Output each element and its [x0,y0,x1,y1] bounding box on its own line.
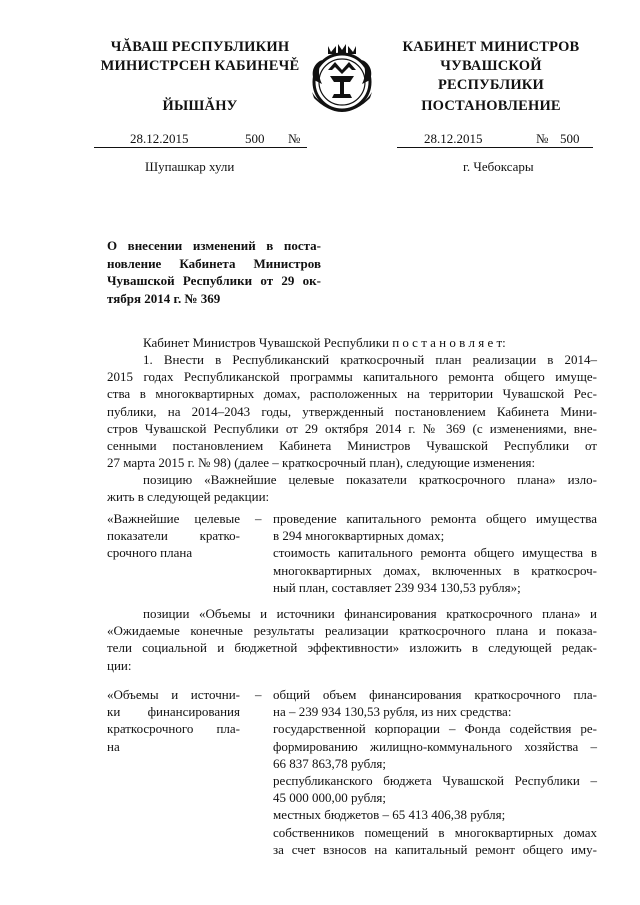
pos1-label-line: показатели кратко- [107,528,240,544]
title-line: О внесении изменений в поста- [107,238,321,253]
intro-line: Кабинет Министров Чувашской Республики п о с т а н о в л я е т: [143,335,506,350]
right-date: 28.12.2015 [424,131,483,146]
document-title [107,237,321,307]
pos2-label-line: «Объемы и источни- [107,687,240,702]
header-right-line2: ЧУВАШСКОЙ РЕСПУБЛИКИ [437,58,545,93]
header-right-org [388,38,594,95]
pos2-text-line: на – 239 934 130,53 рубля, из них средства: [273,704,512,720]
para3-line: тели социальной и бюджетной эффективности» изложить в следующей редак- [107,640,597,656]
header-left-doc-type: ЙЫШĂНУ [162,98,238,114]
right-city: г. Чебоксары [463,159,534,174]
left-date: 28.12.2015 [130,131,189,146]
paragraph-3 [107,605,597,674]
para1-line: 27 марта 2015 г. № 98) (далее – краткосрочный план), следующие изменения: [107,455,536,471]
pos1-text-line: ный план, составляет 239 934 130,53 рубля»; [273,579,521,595]
pos2-text-line: 66 837 863,78 рубля; [273,755,387,771]
header-right-line1: КАБИНЕТ МИНИСТРОВ [402,39,580,55]
para1-line: 1. Внести в Республиканский краткосрочный план реализации в 2014– [143,352,597,367]
pos1-text-line: проведение капитального ремонта общего имущества [273,511,597,526]
para3-line: «Ожидаемые конечные результаты реализации краткосрочного плана и показа- [107,623,597,639]
pos2-text-line: собственников помещений в многоквартирных домах [273,824,597,840]
title-line: новление Кабинета Министров [107,255,321,271]
pos2-label-line: ки финансирования [107,704,240,720]
right-number-sign: № [536,131,549,146]
title-line: Чувашской Республики от 29 ок- [107,273,321,288]
para1-line: публики, на 2014–2043 годы, утвержденный постановлением Кабинета Мини- [107,403,597,419]
pos2-text-line: государственной корпорации – Фонда содействия ре- [273,721,597,737]
para3-line: ции: [107,657,132,673]
header-left-line1: ЧĂВАШ РЕСПУБЛИКИН [110,39,290,55]
pos1-text-line: стоимость капитального ремонта общего имущества в [273,545,597,561]
position-2-text [273,686,597,858]
pos2-text-line: местных бюджетов – 65 413 406,38 рубля; [273,807,506,823]
position-1-label [107,510,240,562]
title-line: тября 2014 г. № 369 [107,290,221,306]
pos2-text-line: общий объем финансирования краткосрочного пла- [273,687,597,702]
chuvashia-emblem [300,40,384,116]
header-left-org [95,38,305,76]
position-1-text [273,510,597,596]
pos2-label-line: на [107,738,120,754]
pos1-text-line: многоквартирных домах, включенных в краткосроч- [273,562,597,578]
para1-line: 2015 годах Республиканской программы капитального ремонта общего имуще- [107,369,597,385]
pos1-label-line: срочного плана [107,545,193,561]
para3-line: позиции «Объемы и источники финансирования краткосрочного плана» и [143,606,597,621]
left-date-underline [94,133,307,148]
pos2-text-line: формированию жилищно-коммунального хозяйства – [273,738,597,754]
pos1-text-line: в 294 многоквартирных домах; [273,528,445,544]
position-2-label [107,686,240,755]
header-left-line2: МИНИСТРСЕН КАБИНЕЧĚ [100,58,300,74]
position-1-dash: – [255,511,262,526]
left-city: Шупашкар хули [145,159,235,174]
pos2-text-line: республиканского бюджета Чувашской Республики – [273,773,597,789]
header-right-doc-type: ПОСТАНОВЛЕНИЕ [421,98,561,114]
right-number: 500 [560,131,580,146]
paragraph-2 [107,471,597,505]
pos2-label-line: краткосрочного пла- [107,721,240,737]
pos2-text-line: 45 000 000,00 рубля; [273,790,387,806]
paragraph-1 [107,351,597,471]
position-2-dash: – [255,687,262,702]
pos1-label-line: «Важнейшие целевые [107,511,240,526]
para1-line: стров Чувашской Республики от 29 октября 2014 г. № 369 (с изменениями, вне- [107,420,597,436]
para2-line: позицию «Важнейшие целевые показатели краткосрочного плана» изло- [143,472,597,487]
para2-line: жить в следующей редакции: [107,489,270,505]
left-number: 500 [245,131,265,146]
para1-line: сенными постановлением Кабинета Министров Чувашской Республики от [107,438,597,454]
para1-line: ства в многоквартирных домах, расположенных на территории Чувашской Рес- [107,386,597,402]
pos2-text-line: за счет взносов на капитальный ремонт общего иму- [273,841,597,857]
left-number-sign: № [288,131,301,146]
